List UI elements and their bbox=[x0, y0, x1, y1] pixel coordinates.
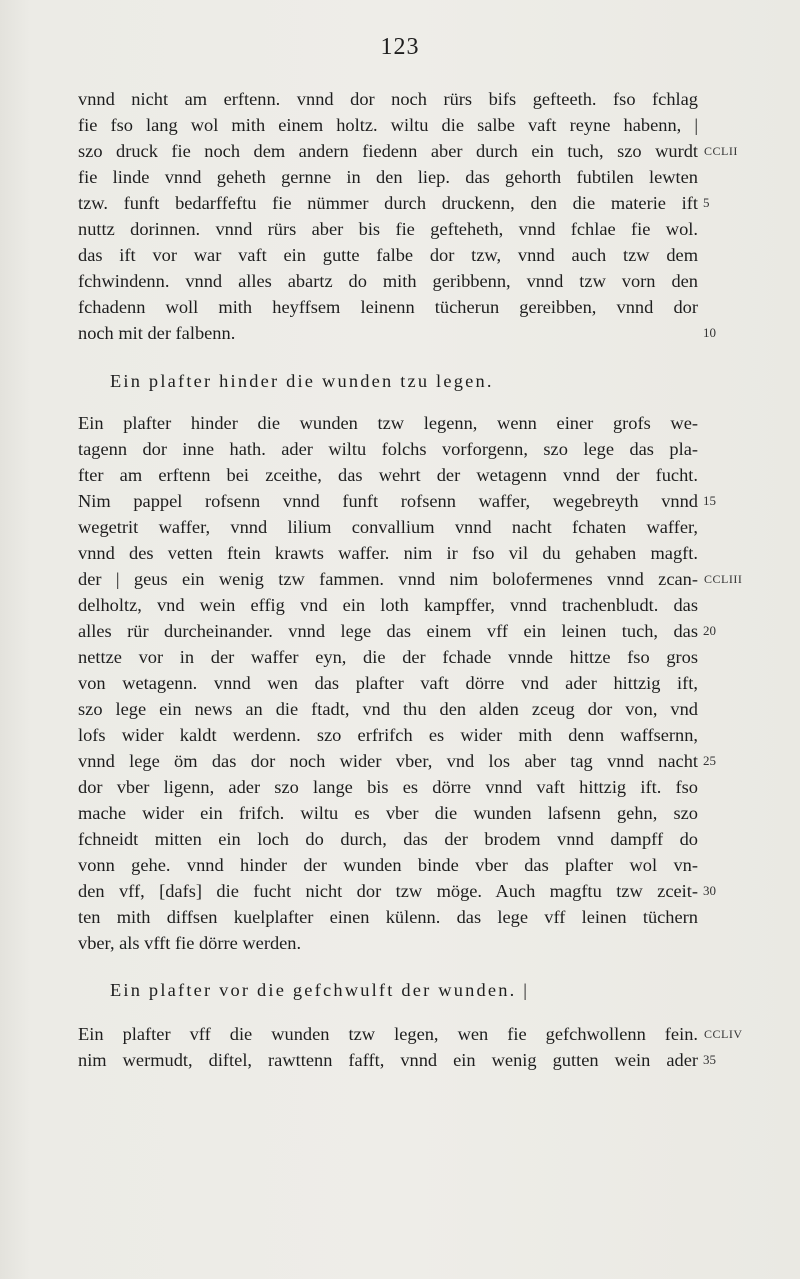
text-line: das ift vor war vaft ein gutte falbe dor tzw, vnnd auch tzw dem bbox=[78, 245, 698, 265]
text-line: tagenn dor inne hath. ader wiltu folchs vorforgenn, szo lege das pla- bbox=[78, 439, 698, 459]
text-line: alles rür durcheinander. vnnd lege das einem vff ein leinen tuch, das bbox=[78, 621, 698, 641]
text-line: Ein plafter hinder die wunden tzw legenn, wenn einer grofs we- bbox=[78, 413, 698, 433]
text-line: wegetrit waffer, vnnd lilium convallium vnnd nacht fchaten waffer, bbox=[78, 517, 698, 537]
line-number: 25 bbox=[703, 753, 716, 768]
section-heading: Ein plafter hinder die wunden tzu legen. bbox=[110, 371, 494, 391]
text-line: vnnd nicht am erftenn. vnnd dor noch rürs bifs gefteeth. fso fchlag bbox=[78, 89, 698, 109]
line-number: 20 bbox=[703, 623, 716, 638]
text-line: tzw. funft bedarffeftu fie nümmer durch druckenn, den die materie ift bbox=[78, 193, 698, 213]
text-line: lofs wider kaldt werdenn. szo erfrifch es wider mith denn waffsernn, bbox=[78, 725, 698, 745]
line-number: 5 bbox=[703, 195, 710, 210]
text-line: Ein plafter vff die wunden tzw legen, wen fie gefchwollenn fein. bbox=[78, 1024, 698, 1044]
text-line: vnnd des vetten ftein krawts waffer. nim ir fso vil du gehaben magft. bbox=[78, 543, 698, 563]
line-number: 10 bbox=[703, 325, 716, 340]
text-line: Nim pappel rofsenn vnnd funft rofsenn waffer, wegebreyth vnnd bbox=[78, 491, 698, 511]
text-line: von wetagenn. vnnd wen das plafter vaft dörre vnd ader hittzig ift, bbox=[78, 673, 698, 693]
text-line: noch mit der falbenn. bbox=[78, 323, 236, 343]
text-line: vnnd lege öm das dor noch wider vber, vnd los aber tag vnnd nacht bbox=[78, 751, 698, 771]
text-line: nettze vor in der waffer eyn, die der fchade vnnde hittze fso gros bbox=[78, 647, 698, 667]
section-heading: Ein plafter vor die gefchwulft der wunden. | bbox=[110, 980, 530, 1000]
text-line: mache wider ein frifch. wiltu es vber die wunden lafsenn gehn, szo bbox=[78, 803, 698, 823]
line-number: 35 bbox=[703, 1052, 716, 1067]
text-line: nuttz dorinnen. vnnd rürs aber bis fie gefteheth, vnnd fchlae fie wol. bbox=[78, 219, 698, 239]
text-line: fchneidt mitten ein loch do durch, das der brodem vnnd dampff do bbox=[78, 829, 698, 849]
text-line: dor vber ligenn, ader szo lange bis es dörre vnnd vaft hittzig ift. fso bbox=[78, 777, 698, 797]
text-line: fter am erftenn bei zceithe, das wehrt der wetagenn vnnd der fucht. bbox=[78, 465, 698, 485]
text-line: fchwindenn. vnnd alles abartz do mith geribbenn, vnnd tzw vorn den bbox=[78, 271, 698, 291]
line-number: 30 bbox=[703, 883, 716, 898]
text-line: vonn gehe. vnnd hinder der wunden binde vber das plafter wol vn- bbox=[78, 855, 698, 875]
text-line: ten mith diffsen kuelplafter einen külenn. das lege vff leinen tüchern bbox=[78, 907, 698, 927]
text-line: szo druck fie noch dem andern fiedenn aber durch ein tuch, szo wurdt bbox=[78, 141, 698, 161]
text-line: fchadenn woll mith heyffsem leinenn tücherun gereibben, vnnd dor bbox=[78, 297, 698, 317]
text-line: delholtz, vnd wein effig vnd ein loth kampffer, vnnd trachenbludt. das bbox=[78, 595, 698, 615]
text-line: szo lege ein news an die ftadt, vnd thu den alden zceug dor von, vnd bbox=[78, 699, 698, 719]
line-number: 15 bbox=[703, 493, 716, 508]
text-line: den vff, [dafs] die fucht nicht dor tzw möge. Auch magftu tzw zceit- bbox=[78, 881, 698, 901]
text-line: nim wermudt, diftel, rawttenn fafft, vnnd ein wenig gutten wein ader bbox=[78, 1050, 698, 1070]
text-line: fie linde vnnd geheth gernne in den liep. das gehorth fubtilen lewten bbox=[78, 167, 698, 187]
margin-reference: CCLIV bbox=[704, 1027, 743, 1041]
text-line: fie fso lang wol mith einem holtz. wiltu die salbe vaft reyne habenn, | bbox=[78, 115, 698, 135]
text-line: der | geus ein wenig tzw fammen. vnnd nim bolofermenes vnnd zcan- bbox=[78, 569, 698, 589]
margin-reference: CCLIII bbox=[704, 572, 743, 586]
text-line: vber, als vfft fie dörre werden. bbox=[78, 933, 302, 953]
page-number: 123 bbox=[380, 34, 420, 60]
margin-reference: CCLII bbox=[704, 144, 738, 158]
